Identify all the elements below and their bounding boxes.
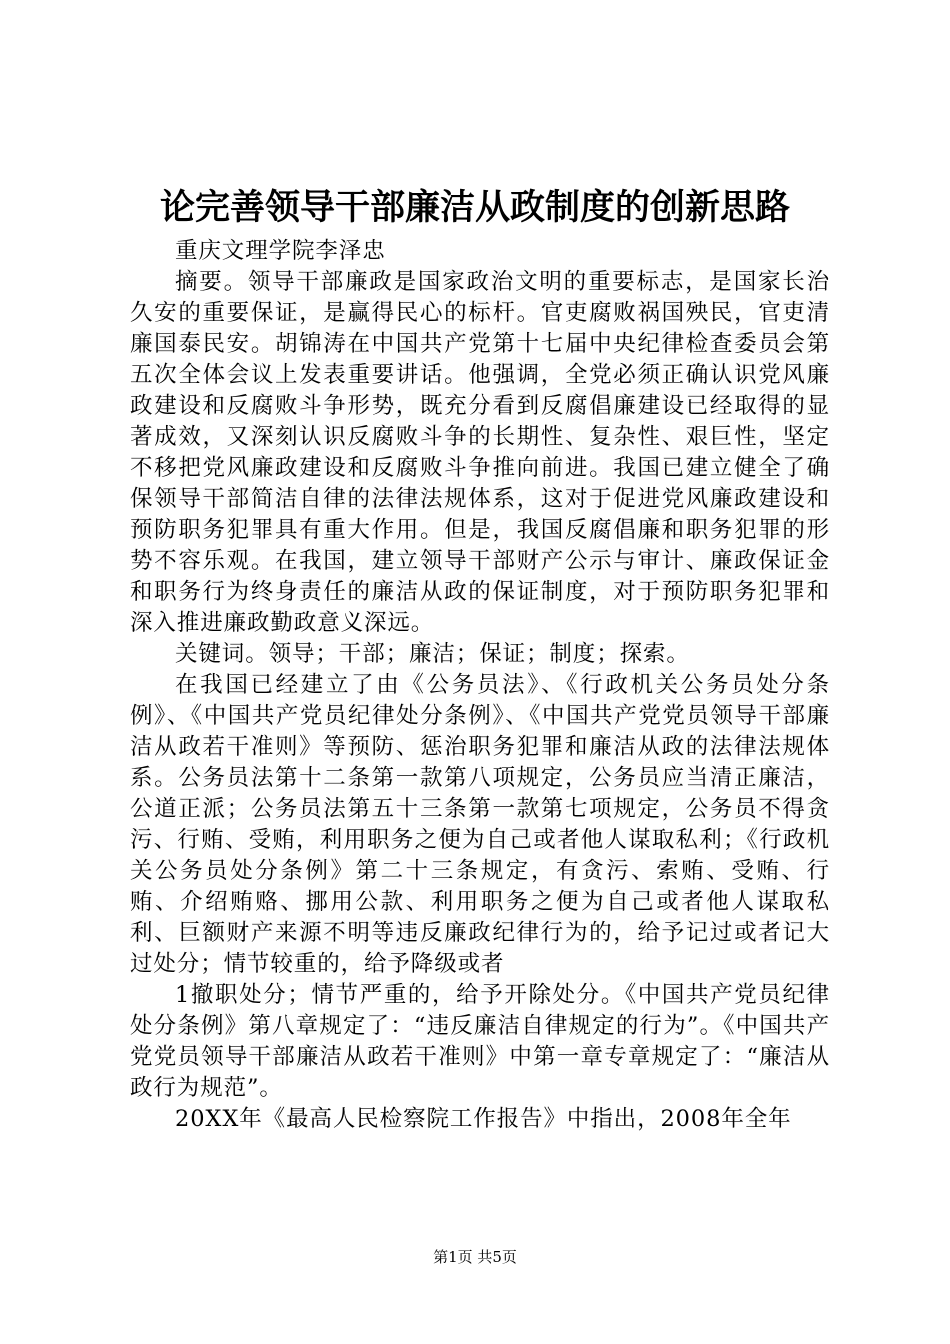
keywords-paragraph: 关键词。领导；干部；廉洁；保证；制度；探索。 xyxy=(175,641,690,667)
author-line: 重庆文理学院李泽忠 xyxy=(175,238,386,264)
body-paragraph: 1撤职处分；情节严重的，给予开除处分。《中国共产党员纪律处分条例》第八章规定了：“违反廉洁自律规定的行为”。《中国共产党党员领导干部廉洁从政若干准则》中第一章专章规定了：“廉洁从政行为规范”。 xyxy=(130,982,830,1101)
body-paragraph: 在我国已经建立了由《公务员法》、《行政机关公务员处分条例》、《中国共产党员纪律处分条例》、《中国共产党党员领导干部廉洁从政若干准则》等预防、惩治职务犯罪和廉洁从政的法律法规体系。公务员法第十二条第一款第八项规定，公务员应当清正廉洁，公道正派；公务员法第五十三条第一款第七项规定，公务员不得贪污、行贿、受贿，利用职务之便为自己或者他人谋取私利；《行政机关公务员处分条例》第二十三条规定，有贪污、索贿、受贿、行贿、介绍贿赂、挪用公款、利用职务之便为自己或者他人谋取私利、巨额财产来源不明等违反廉政纪律行为的，给予记过或者记大过处分；情节较重的，给予降级或者 xyxy=(130,672,830,977)
abstract-paragraph: 摘要。领导干部廉政是国家政治文明的重要标志，是国家长治久安的重要保证，是赢得民心的标杆。官吏腐败祸国殃民，官吏清廉国泰民安。胡锦涛在中国共产党第十七届中央纪律检查委员会第五次全体会议上发表重要讲话。他强调，全党必须正确认识党风廉政建设和反腐败斗争形势，既充分看到反腐倡廉建设已经取得的显著成效，又深刻认识反腐败斗争的长期性、复杂性、艰巨性，坚定不移把党风廉政建设和反腐败斗争推向前进。我国已建立健全了确保领导干部简洁自律的法律法规体系，这对于促进党风廉政建设和预防职务犯罪具有重大作用。但是，我国反腐倡廉和职务犯罪的形势不容乐观。在我国，建立领导干部财产公示与审计、廉政保证金和职务行为终身责任的廉洁从政的保证制度，对于预防职务犯罪和深入推进廉政勤政意义深远。 xyxy=(130,269,830,636)
document-body xyxy=(130,236,830,1135)
body-paragraph: 20XX年《最高人民检察院工作报告》中指出，2008年全年 xyxy=(175,1106,792,1132)
page-footer: 第1页 共5页 xyxy=(433,1248,517,1266)
document-title: 论完善领导干部廉洁从政制度的创新思路 xyxy=(159,187,790,228)
